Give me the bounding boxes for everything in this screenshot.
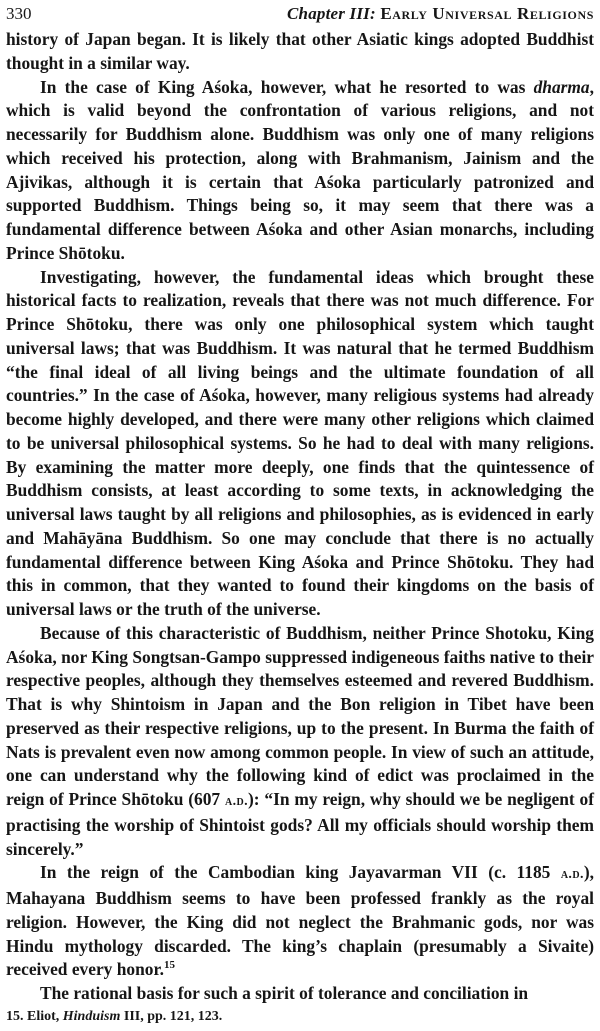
paragraph-6: The rational basis for such a spirit of tolerance and conciliation in <box>40 983 529 1003</box>
paragraph-4: Because of this characteristic of Buddhism, neither Prince Shotoku, King Aśoka, nor King Songtsan-Gampo suppressed indigeneous faiths native to their respective peoples, although they themselves esteemed and revered Buddhism. That is why Shintoism in Japan and the Bon religion in Tibet have been preserved as their respective religions, up to the present. In Burma the faith of Nats is prevalent even now among common people. In view of such an attitude, one can understand why the following kind of edict was proclaimed in the reign of Prince Shōtoku (607 a.d.): “In my reign, why should we be negligent of practising the worship of Shintoist gods? All my officials should worship them sincerely.” <box>6 622 595 859</box>
footnote-reference[interactable]: 15 <box>163 959 175 972</box>
paragraph-2: In the case of King Aśoka, however, what he resorted to was dharma, which is valid beyond the confrontation of various religions, and not necessarily for Buddhism alone. Buddhism was only one of many religions which received his protection, along with Brahmanism, Jainism and the Ajivikas, although it is certain that Aśoka particularly patronized and supported Buddhism. Things being so, it may seem that there was a fundamental difference between Aśoka and other Asian monarchs, including Prince Shōtoku. <box>6 76 594 263</box>
chapter-title <box>287 4 594 24</box>
paragraph-1: history of Japan began. It is likely that other Asiatic kings adopted Buddhist thought in a similar way. <box>6 29 594 73</box>
footnote-title: Hinduism <box>62 1008 121 1024</box>
footnote-author: Eliot, <box>27 1008 63 1024</box>
era-abbreviation: a.d. <box>560 867 584 883</box>
dharma-term: dharma <box>533 76 590 97</box>
body-text <box>6 28 594 1006</box>
running-head <box>6 4 594 28</box>
footnote-pages: III, pp. 121, 123. <box>120 1008 223 1024</box>
footnote-number: 15. <box>6 1008 24 1024</box>
chapter-subtitle: Early Universal Religions <box>380 4 594 23</box>
paragraph-5: In the reign of the Cambodian king Jayavarman VII (c. 1185 a.d.), Mahayana Buddhism seems to have been professed frankly as the royal religion. However, the King did not neglect the Brahmanic gods, nor was Hindu mythology discarded. The king’s chaplain (presumably a Sivaite) received every honor.$^{15}$ <box>6 862 594 980</box>
era-abbreviation: a.d. <box>224 794 249 809</box>
chapter-prefix: Chapter III <box>287 4 370 23</box>
page-number: 330 <box>6 4 32 23</box>
chapter-separator: : <box>370 4 376 23</box>
footnote-15 <box>6 1008 594 1026</box>
paragraph-3: Investigating, however, the fundamental ideas which brought these historical facts to realization, reveals that there was not much difference. For Prince Shōtoku, there was only one philosophical system which taught universal laws; that was Buddhism. It was natural that he termed Buddhism “the final ideal of all living beings and the ultimate foundation of all countries.” In the case of Aśoka, however, many religious systems had already become highly developed, and there were many other religions which claimed to be universal philosophical systems. So he had to deal with many religions. By examining the matter more deeply, one finds that the quintessence of Buddhism consists, at least according to some texts, in acknowledging the universal laws taught by all religions and philosophies, as is evidenced in early and Mahāyāna Buddhism. So one may conclude that there is no actually fundamental difference between King Aśoka and Prince Shōtoku. They had this in common, that they wanted to found their kingdoms on the basis of universal laws or the truth of the universe. <box>6 266 594 619</box>
